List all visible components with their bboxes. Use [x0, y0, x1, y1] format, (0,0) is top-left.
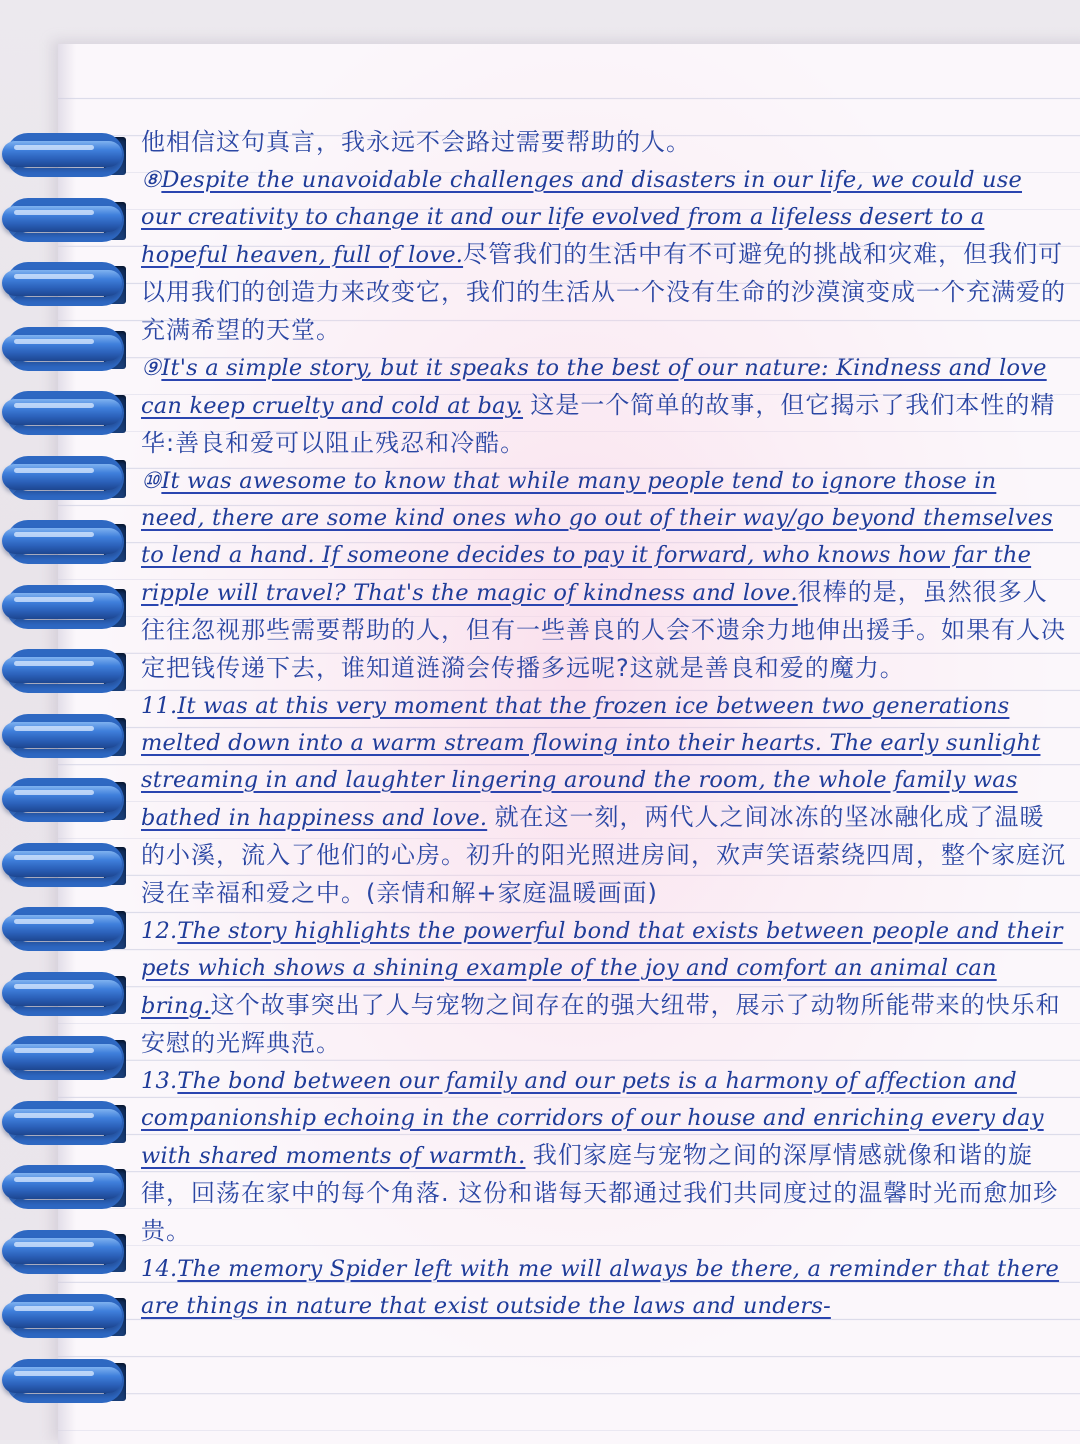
- entry-english: The bond between our family and our pets is a harmony of affection and companionship echoing in the corridors of our house and enriching every day with shared moments of warmth.: [141, 1068, 1044, 1169]
- spiral-ring: [0, 319, 140, 381]
- note-text: [141, 124, 1066, 1325]
- entry-number: ⑩: [141, 468, 162, 494]
- spiral-ring: [0, 835, 140, 897]
- entry-12: [141, 913, 1066, 1063]
- spiral-ring: [0, 254, 140, 316]
- entry-7-tail: [141, 124, 1066, 162]
- entry-number: 14.: [141, 1256, 178, 1282]
- spiral-ring: [0, 899, 140, 961]
- spiral-ring: [0, 1093, 140, 1155]
- spiral-ring: [0, 964, 140, 1026]
- spiral-ring: [0, 1028, 140, 1090]
- spiral-ring: [0, 1157, 140, 1219]
- entry-chinese: 尽管我们的生活中有不可避免的挑战和灾难，但我们可以用我们的创造力来改变它，我们的生活从一个没有生命的沙漠演变成一个充满爱的充满希望的天堂。: [141, 240, 1066, 344]
- entry-english: It was awesome to know that while many people tend to ignore those in need, there are some kind ones who go out of their way/go beyond themselves to lend a hand. If someone decides to pay it forward, who knows how far the ripple will travel? That's the magic of kindness and love.: [141, 468, 1054, 606]
- entry-english: It was at this very moment that the frozen ice between two generations melted down into a warm stream flowing into their hearts. The early sunlight streaming in and laughter lingering around the room, the whole family was bathed in happiness and love.: [141, 693, 1041, 831]
- entry-chinese: 很棒的是，虽然很多人往往忽视那些需要帮助的人，但有一些善良的人会不遗余力地伸出援手。如果有人决定把钱传递下去，谁知道涟漪会传播多远呢?这就是善良和爱的魔力。: [141, 578, 1066, 682]
- entry-8: [141, 162, 1066, 350]
- entry-english: The story highlights the powerful bond that exists between people and their pets which shows a shining example of the joy and comfort an animal can bring.: [141, 918, 1063, 1019]
- spiral-ring: [0, 577, 140, 639]
- entry-10: [141, 463, 1066, 688]
- entry-number: 13.: [141, 1068, 178, 1094]
- entry-number: 12.: [141, 918, 178, 944]
- entry-chinese: 就在这一刻，两代人之间冰冻的坚冰融化成了温暖的小溪，流入了他们的心房。初升的阳光照进房间，欢声笑语萦绕四周，整个家庭沉浸在幸福和爱之中。(亲情和解+家庭温暖画面): [141, 803, 1066, 907]
- entry-chinese: 我们家庭与宠物之间的深厚情感就像和谐的旋律，回荡在家中的每个角落. 这份和谐每天都通过我们共同度过的温馨时光而愈加珍贵。: [141, 1141, 1059, 1245]
- spiral-ring: [0, 383, 140, 445]
- entry-chinese: 这是一个简单的故事，但它揭示了我们本性的精华:善良和爱可以阻止残忍和冷酷。: [141, 391, 1056, 457]
- spiral-ring: [0, 641, 140, 703]
- entry-14: [141, 1251, 1066, 1325]
- spiral-ring: [0, 448, 140, 510]
- spiral-ring: [0, 1222, 140, 1284]
- spiral-ring: [0, 512, 140, 574]
- entry-number: ⑧: [141, 167, 162, 193]
- entry-9: [141, 350, 1066, 463]
- entry-english: Despite the unavoidable challenges and disasters in our life, we could use our creativity to change it and our life evolved from a lifeless desert to a hopeful heaven, full of love.: [141, 167, 1023, 268]
- entry-number: ⑨: [141, 355, 162, 381]
- spiral-ring: [0, 1286, 140, 1348]
- spiral-ring: [0, 190, 140, 252]
- entry-chinese: 这个故事突出了人与宠物之间存在的强大纽带，展示了动物所能带来的快乐和安慰的光辉典范。: [141, 991, 1061, 1057]
- entry-number: 11.: [141, 693, 178, 719]
- entry-english: The memory Spider left with me will always be there, a reminder that there are things in nature that exist outside the laws and unders-: [141, 1256, 1060, 1319]
- spiral-ring: [0, 125, 140, 187]
- entry-english: It's a simple story, but it speaks to the best of our nature: Kindness and love can keep cruelty and cold at bay.: [141, 355, 1047, 419]
- spiral-binding: [0, 125, 140, 1415]
- spiral-ring: [0, 770, 140, 832]
- spiral-ring: [0, 706, 140, 768]
- entry-chinese: 他相信这句真言，我永远不会路过需要帮助的人。: [141, 128, 691, 156]
- entry-13: [141, 1063, 1066, 1251]
- spiral-ring: [0, 1351, 140, 1413]
- entry-11: [141, 688, 1066, 913]
